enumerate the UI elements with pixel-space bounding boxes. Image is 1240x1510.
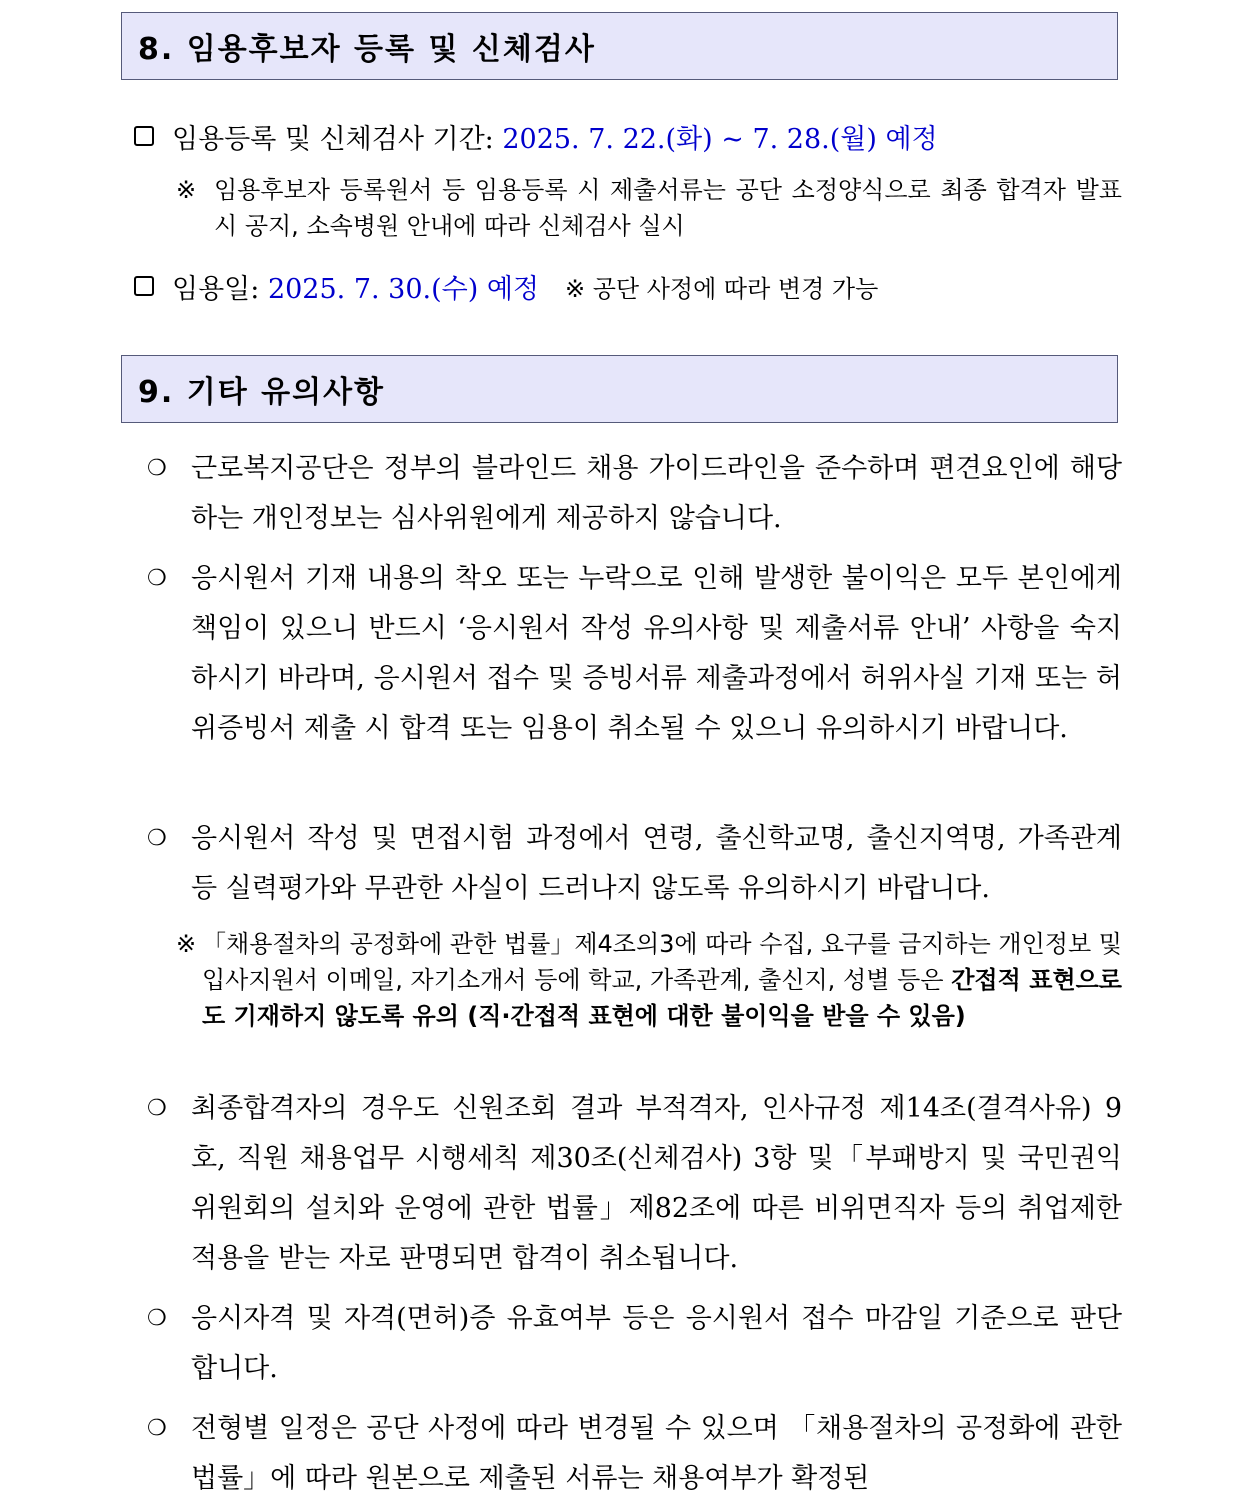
list-item-text: 응시원서 작성 및 면접시험 과정에서 연령, 출신학교명, 출신지역명, 가족관계 등 실력평가와 무관한 사실이 드러나지 않도록 유의하시기 바랍니다.: [191, 823, 1122, 904]
square-bullet-icon: [134, 126, 154, 146]
appointment-date-label: 임용일:: [172, 273, 260, 305]
law-note: [176, 926, 1122, 1034]
note-mark: ※: [176, 930, 197, 958]
registration-note: [176, 172, 1122, 244]
note-mark: ※: [176, 176, 197, 204]
list-item: [147, 444, 1122, 544]
list-item: [147, 1404, 1122, 1504]
list-item-text: 응시자격 및 자격(면허)증 유효여부 등은 응시원서 접수 마감일 기준으로 판단합니다.: [191, 1303, 1122, 1384]
circle-bullet-icon: ❍: [147, 1416, 167, 1441]
circle-bullet-icon: ❍: [147, 1306, 167, 1331]
section-8-title: 8. 임용후보자 등록 및 신체검사: [138, 32, 596, 67]
circle-bullet-icon: ❍: [147, 1096, 167, 1121]
section-9-header: [121, 355, 1118, 423]
circle-bullet-icon: ❍: [147, 456, 167, 481]
list-item: [147, 554, 1122, 754]
list-item-text: 최종합격자의 경우도 신원조회 결과 부적격자, 인사규정 제14조(결격사유) 9호, 직원 채용업무 시행세칙 제30조(신체검사) 3항 및「부패방지 및 국민권익위원회의 설치와 운영에 관한 법률」제82조에 따른 비위면직자 등의 취업제한 적용을 받는 자로 판명되면 합격이 취소됩니다.: [191, 1093, 1122, 1274]
square-bullet-icon: [134, 276, 154, 296]
appointment-date-note: ※ 공단 사정에 따라 변경 가능: [565, 274, 879, 303]
registration-period-line: [134, 116, 1122, 156]
registration-note-text: 임용후보자 등록원서 등 임용등록 시 제출서류는 공단 소정양식으로 최종 합격자 발표 시 공지, 소속병원 안내에 따라 신체검사 실시: [214, 176, 1122, 240]
registration-period-value: 2025. 7. 22.(화) ~ 7. 28.(월) 예정: [502, 123, 938, 155]
list-item-text: 전형별 일정은 공단 사정에 따라 변경될 수 있으며 「채용절차의 공정화에 관한 법률」에 따라 원본으로 제출된 서류는 채용여부가 확정된: [191, 1413, 1122, 1494]
circle-bullet-icon: ❍: [147, 566, 167, 591]
appointment-date-line: [134, 266, 1122, 306]
law-note-emphasis: 간접적 표현으로도 기재하지 않도록 유의 (직·간접적 표현에 대한 불이익을 받을 수 있음): [202, 966, 1122, 1030]
appointment-date-value: 2025. 7. 30.(수) 예정: [267, 273, 539, 305]
law-note-text: 「채용절차의 공정화에 관한 법률」제4조의3에 따라 수집, 요구를 금지하는 개인정보 및 입사지원서 이메일, 자기소개서 등에 학교, 가족관계, 출신지, 성별 등은: [202, 930, 1122, 994]
list-item-text: 근로복지공단은 정부의 블라인드 채용 가이드라인을 준수하며 편견요인에 해당하는 개인정보는 심사위원에게 제공하지 않습니다.: [191, 453, 1122, 534]
section-8-header: [121, 12, 1118, 80]
list-item-text: 응시원서 기재 내용의 착오 또는 누락으로 인해 발생한 불이익은 모두 본인에게 책임이 있으니 반드시 ‘응시원서 작성 유의사항 및 제출서류 안내’ 사항을 숙지하시기 바라며, 응시원서 접수 및 증빙서류 제출과정에서 허위사실 기재 또는 허위증빙서 제출 시 합격 또는 임용이 취소될 수 있으니 유의하시기 바랍니다.: [191, 563, 1122, 744]
list-item: [147, 1294, 1122, 1394]
registration-period-label: 임용등록 및 신체검사 기간:: [172, 123, 494, 155]
list-item: [147, 1084, 1122, 1284]
section-9-title: 9. 기타 유의사항: [138, 375, 386, 410]
list-item: [147, 814, 1122, 914]
circle-bullet-icon: ❍: [147, 826, 167, 851]
